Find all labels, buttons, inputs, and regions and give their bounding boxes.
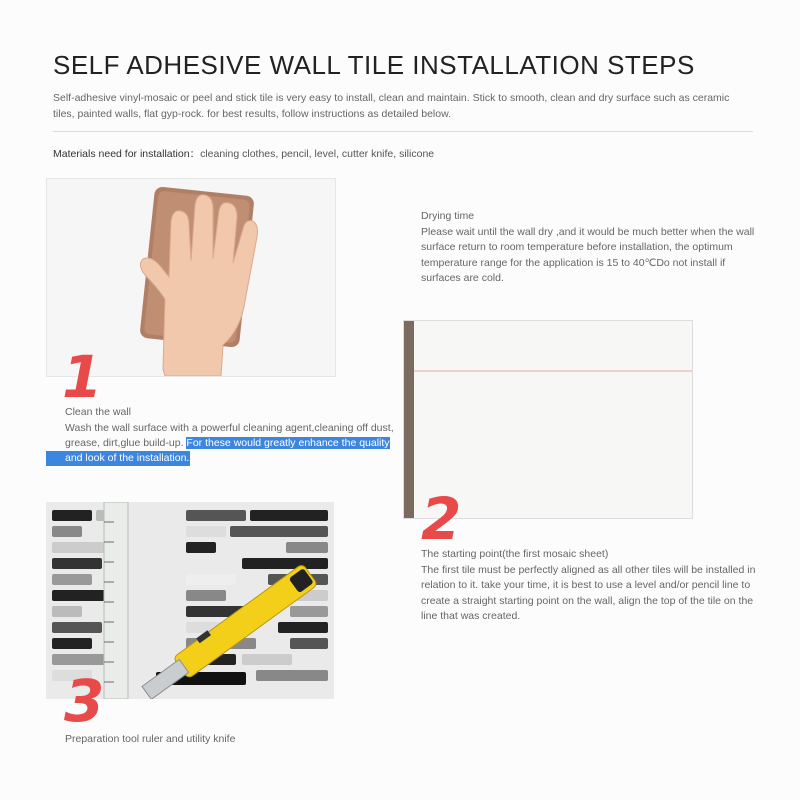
step1-body: Wash the wall surface with a powerful cleaning agent,cleaning off dust, grease, dirt,glue build-up. (65, 421, 394, 449)
step2-text (421, 547, 756, 625)
step1-heading: Clean the wall (65, 406, 131, 418)
divider (53, 131, 753, 132)
materials-line (53, 146, 434, 161)
page-title: SELF ADHESIVE WALL TILE INSTALLATION STEPS (53, 50, 695, 80)
step1-highlight-2: and look of the installation. (65, 452, 190, 464)
step-number-1: 1 (62, 343, 103, 411)
materials-label: Materials need for installation： (53, 148, 201, 160)
step2-heading: The starting point(the first mosaic sheet) (421, 548, 609, 560)
step1-text (65, 405, 400, 452)
step2-body: The first tile must be perfectly aligned as all other tiles will be installed in relation to it. take your time, it is best to use a level and/or pencil line to create a straight starting point on the wall, align the top of the tile on the line that was created. (421, 563, 756, 622)
step-number-2: 2 (421, 485, 462, 553)
materials-items: cleaning clothes, pencil, level, cutter knife, silicone (200, 148, 435, 160)
drying-text (421, 209, 756, 287)
drying-heading: Drying time (421, 210, 475, 222)
intro-paragraph: Self-adhesive vinyl-mosaic or peel and stick tile is very easy to install, clean and maintain. Stick to smooth, clean and dry surface such as ceramic tiles, painted walls, flat gyp-rock. for best results, follow instructions as detailed below. (53, 92, 730, 120)
step3-caption: Preparation tool ruler and utility knife (65, 733, 236, 745)
drying-body: Please wait until the wall dry ,and it would be much better when the wall surface return to room temperature before installation, the optimum temperature range for the application is 15 to 40℃Do not install if surfaces are cold. (421, 225, 755, 284)
step-number-3: 3 (64, 667, 105, 735)
step1-highlight-1: For these would greatly enhance the quality (186, 437, 390, 449)
